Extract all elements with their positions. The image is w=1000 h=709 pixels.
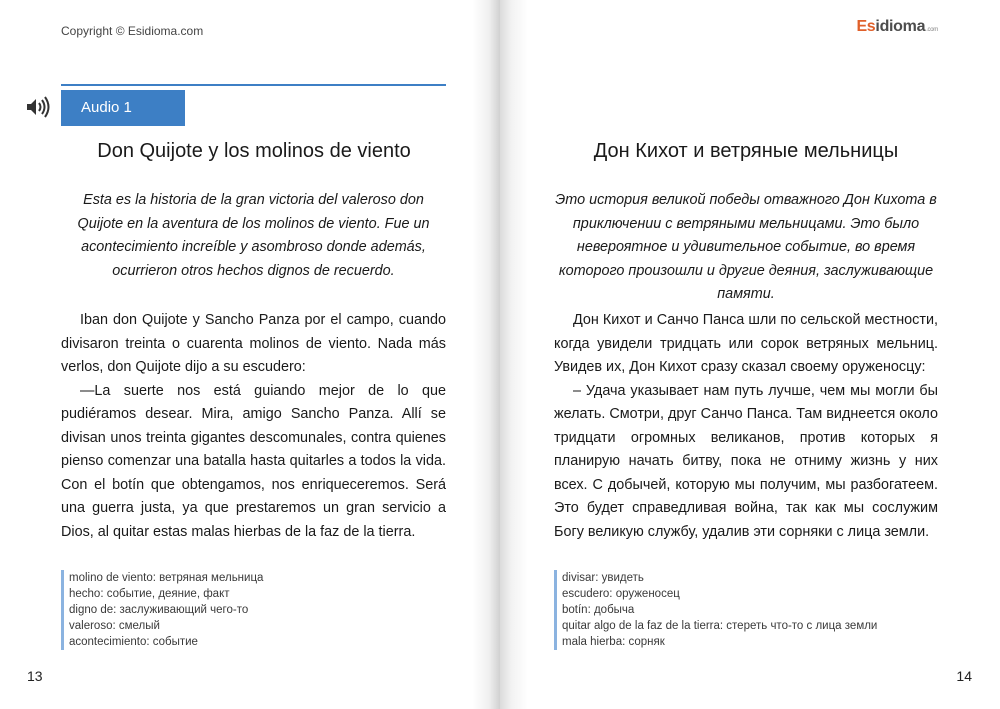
page-title: Дон Кихот и ветряные мельницы: [593, 140, 899, 162]
gutter-shadow: [472, 0, 500, 709]
page-title: Don Quijote y los molinos de viento: [97, 140, 411, 162]
header-rule: [61, 84, 446, 86]
vocab-item: molino de viento: ветряная мельница: [69, 572, 264, 584]
paragraph: – Удача указывает нам путь лучше, чем мы могли бы желать. Смотри, друг Санчо Панса. Там виднеется около тридцати огромных великанов, против которых я планирую начать битву, пока не отниму жизнь у них всех. С добычей, которую мы получим, мы разбогатеем. Это будет справедливая война, так как мы сослужим Богу великую службу, удалив эти сорняки с лица земли.: [554, 382, 938, 540]
vocab-item: digno de: заслуживающий чего-то: [69, 604, 249, 616]
paragraph: Дон Кихот и Санчо Панса шли по сельской местности, когда увидели тридцать или сорок ветряных мельниц. Увидев их, Дон Кихот сразу сказал своему оруженосцу:: [554, 312, 938, 375]
copyright: Copyright © Esidioma.com: [61, 24, 204, 38]
vocab-item: mala hierba: сорняк: [562, 636, 665, 648]
logo: [856, 18, 938, 36]
paragraph: Iban don Quijote y Sancho Panza por el campo, cuando divisaron treinta o cuarenta molinos de viento. Nada más verlos, don Quijote dijo a su escudero:: [61, 312, 446, 375]
logo-main: idioma: [875, 18, 926, 35]
paragraph: —La suerte nos está guiando mejor de lo que pudiéramos desear. Mira, amigo Sancho Panza. Allí se divisan unos treinta gigantes descomunales, contra quienes pienso comenzar una batalla hasta quitarles a todos la vida. Con el botín que obtengamos, nos enriqueceremos. Será una guerra justa, ya que prestaremos un gran servicio a Dios, al quitar estas malas hierbas de la faz de la tierra.: [61, 382, 446, 540]
gutter-shadow: [500, 0, 528, 709]
story-text: [554, 309, 938, 544]
vocabulary-box: [554, 570, 946, 650]
vocabulary-box: [61, 570, 449, 650]
speaker-icon[interactable]: [25, 96, 51, 118]
intro-text: Esta es la historia de la gran victoria del valeroso don Quijote en la aventura de los molinos de viento. Fue un acontecimiento increíble y asombroso donde además, ocurrieron otros hechos dignos de recuerdo.: [77, 192, 430, 279]
page-number: 14: [956, 668, 972, 684]
vocab-item: acontecimiento: событие: [69, 636, 198, 648]
vocab-item: valeroso: смелый: [69, 620, 160, 632]
right-page: [500, 0, 1000, 709]
logo-accent: Es: [856, 18, 876, 35]
logo-suffix: .com: [926, 27, 938, 33]
audio-label[interactable]: Audio 1: [61, 90, 185, 126]
story-text: [61, 309, 446, 544]
vocab-item: botín: добыча: [562, 604, 635, 616]
vocab-item: divisar: увидеть: [562, 572, 644, 584]
vocab-item: quitar algo de la faz de la tierra: стереть что-то с лица земли: [562, 620, 878, 632]
page-number: 13: [27, 668, 43, 684]
intro-text: Это история великой победы отважного Дон Кихота в приключении с ветряными мельницами. Это было невероятное и удивительное событие, во время которого произошли и другие деяния, заслуживающие памяти.: [555, 192, 937, 302]
vocab-item: escudero: оруженосец: [562, 588, 680, 600]
vocab-item: hecho: событие, деяние, факт: [69, 588, 230, 600]
